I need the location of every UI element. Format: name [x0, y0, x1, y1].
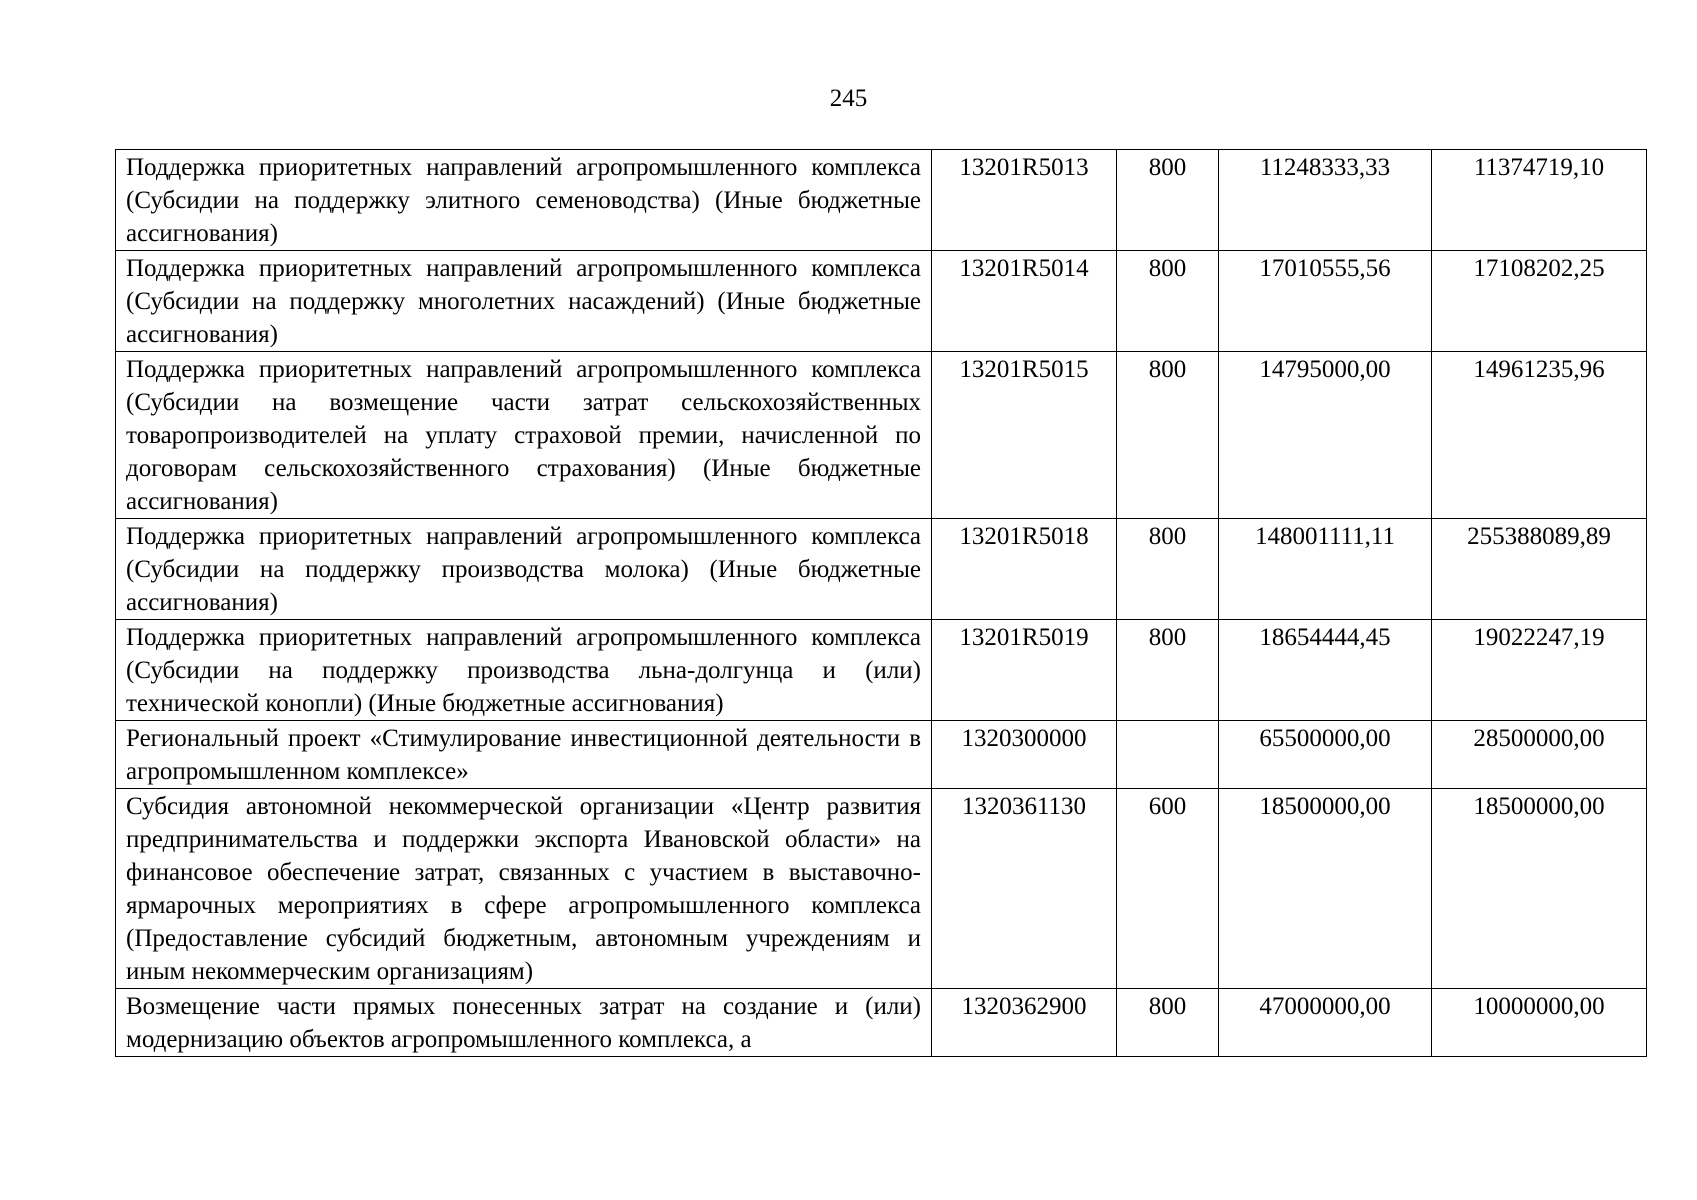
row-description: Поддержка приоритетных направлений агропромышленного комплекса (Субсидии на возмещение части затрат сельскохозяйственных товаропроизводителей на уплату страховой премии, начисленной по договорам сельскохозяйственного страхования) (Иные бюджетные ассигнования) — [116, 352, 932, 519]
row-target-code: 13201R5018 — [932, 519, 1117, 620]
row-amount-2: 10000000,00 — [1432, 989, 1647, 1057]
row-target-code: 1320300000 — [932, 721, 1117, 789]
row-target-code: 13201R5019 — [932, 620, 1117, 721]
row-amount-1: 65500000,00 — [1219, 721, 1432, 789]
page-number: 245 — [829, 85, 868, 112]
table-row — [116, 352, 1647, 519]
row-amount-1: 148001111,11 — [1219, 519, 1432, 620]
row-amount-2: 28500000,00 — [1432, 721, 1647, 789]
row-description: Возмещение части прямых понесенных затрат на создание и (или) модернизацию объектов агропромышленного комплекса, а — [116, 989, 932, 1057]
row-expense-type: 800 — [1117, 989, 1219, 1057]
row-amount-2: 18500000,00 — [1432, 789, 1647, 989]
row-amount-2: 14961235,96 — [1432, 352, 1647, 519]
row-amount-2: 255388089,89 — [1432, 519, 1647, 620]
table-row — [116, 251, 1647, 352]
row-expense-type: 800 — [1117, 519, 1219, 620]
budget-table-body — [116, 150, 1647, 1057]
row-amount-2: 19022247,19 — [1432, 620, 1647, 721]
table-row — [116, 721, 1647, 789]
table-row — [116, 789, 1647, 989]
table-row — [116, 519, 1647, 620]
row-expense-type: 800 — [1117, 150, 1219, 251]
row-amount-2: 11374719,10 — [1432, 150, 1647, 251]
row-description: Поддержка приоритетных направлений агропромышленного комплекса (Субсидии на поддержку производства молока) (Иные бюджетные ассигнования) — [116, 519, 932, 620]
budget-table — [115, 149, 1647, 1057]
row-description: Поддержка приоритетных направлений агропромышленного комплекса (Субсидии на поддержку элитного семеноводства) (Иные бюджетные ассигнования) — [116, 150, 932, 251]
row-amount-1: 18500000,00 — [1219, 789, 1432, 989]
row-target-code: 13201R5015 — [932, 352, 1117, 519]
row-amount-2: 17108202,25 — [1432, 251, 1647, 352]
row-amount-1: 17010555,56 — [1219, 251, 1432, 352]
row-expense-type: 800 — [1117, 352, 1219, 519]
row-amount-1: 14795000,00 — [1219, 352, 1432, 519]
row-expense-type: 600 — [1117, 789, 1219, 989]
row-target-code: 13201R5014 — [932, 251, 1117, 352]
row-target-code: 13201R5013 — [932, 150, 1117, 251]
row-expense-type — [1117, 721, 1219, 789]
row-description: Субсидия автономной некоммерческой организации «Центр развития предпринимательства и поддержки экспорта Ивановской области» на финансовое обеспечение затрат, связанных с участием в выставочно-ярмарочных мероприятиях в сфере агропромышленного комплекса (Предоставление субсидий бюджетным, автономным учреждениям и иным некоммерческим организациям) — [116, 789, 932, 989]
row-target-code: 1320361130 — [932, 789, 1117, 989]
row-amount-1: 11248333,33 — [1219, 150, 1432, 251]
row-description: Региональный проект «Стимулирование инвестиционной деятельности в агропромышленном комплексе» — [116, 721, 932, 789]
table-row — [116, 150, 1647, 251]
row-description: Поддержка приоритетных направлений агропромышленного комплекса (Субсидии на поддержку производства льна-долгунца и (или) технической конопли) (Иные бюджетные ассигнования) — [116, 620, 932, 721]
row-amount-1: 18654444,45 — [1219, 620, 1432, 721]
row-target-code: 1320362900 — [932, 989, 1117, 1057]
row-amount-1: 47000000,00 — [1219, 989, 1432, 1057]
row-expense-type: 800 — [1117, 251, 1219, 352]
row-description: Поддержка приоритетных направлений агропромышленного комплекса (Субсидии на поддержку многолетних насаждений) (Иные бюджетные ассигнования) — [116, 251, 932, 352]
table-row — [116, 989, 1647, 1057]
row-expense-type: 800 — [1117, 620, 1219, 721]
table-row — [116, 620, 1647, 721]
